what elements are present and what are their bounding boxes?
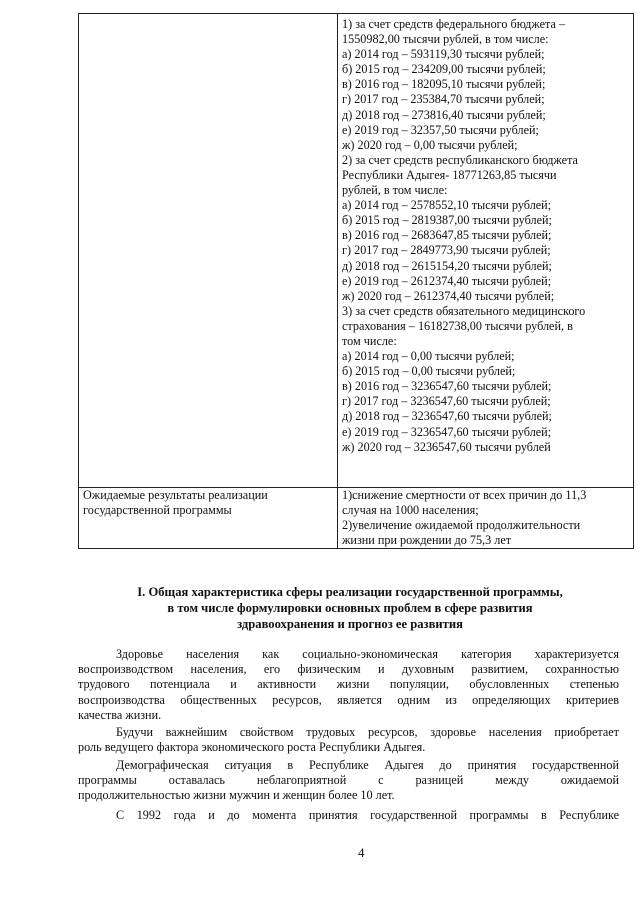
paragraph-line: С 1992 года и до момента принятия государственной программы в Республике (116, 808, 619, 822)
funding-sources-cell (338, 14, 634, 488)
expected-results-label-cell (79, 488, 338, 549)
result-line: 1)снижение смертности от всех причин до 11,3 (342, 488, 587, 502)
label-line: Ожидаемые результаты реализации (83, 488, 268, 502)
funding-line: том числе: (342, 333, 397, 348)
table-cell-empty (79, 14, 338, 488)
funding-line: 1) за счет средств федерального бюджета – (342, 17, 566, 31)
paragraph-line: Здоровье населения как социально-экономическая категория характеризуется (116, 647, 619, 661)
result-line: случая на 1000 населения; (342, 503, 479, 518)
paragraph (78, 647, 619, 723)
funding-line: д) 2018 год – 3236547,60 тысячи рублей; (342, 409, 552, 424)
paragraph-line: программы оставалась неблагоприятной с разницей между ожидаемой (78, 773, 619, 788)
paragraph-line: роль ведущего фактора экономического роста Республики Адыгея. (78, 740, 426, 755)
funding-line: 1550982,00 тысячи рублей, в том числе: (342, 32, 549, 47)
funding-line: б) 2015 год – 0,00 тысячи рублей; (342, 364, 516, 379)
funding-line: 3) за счет средств обязательного медицинского (342, 303, 586, 318)
paragraph-line: качества жизни. (78, 707, 162, 722)
funding-line: в) 2016 год – 3236547,60 тысячи рублей; (342, 379, 552, 394)
paragraph-line: воспроизводства общественных ресурсов, является одним из определяющих критериев (78, 692, 619, 707)
funding-line: б) 2015 год – 234209,00 тысячи рублей; (342, 62, 546, 77)
funding-line: г) 2017 год – 2849773,90 тысячи рублей; (342, 243, 551, 258)
result-line: 2)увеличение ожидаемой продолжительности (342, 518, 581, 533)
paragraph-line: воспроизводством населения, его физическим и духовным развитием, сохранностью (78, 662, 619, 677)
paragraph (78, 758, 619, 804)
section-heading (80, 584, 620, 633)
page-number: 4 (358, 845, 365, 860)
table-row (79, 14, 634, 488)
funding-line: Республики Адыгея- 18771263,85 тысячи (342, 167, 557, 182)
funding-line: а) 2014 год – 2578552,10 тысячи рублей; (342, 198, 552, 213)
paragraph (78, 808, 619, 823)
paragraph-line: Будучи важнейшим свойством трудовых ресурсов, здоровье населения приобретает (116, 725, 619, 739)
label-line: государственной программы (83, 503, 232, 518)
funding-line: страхования – 16182738,00 тысячи рублей, в (342, 318, 573, 333)
funding-line: рублей, в том числе: (342, 183, 448, 198)
funding-line: е) 2019 год – 32357,50 тысячи рублей; (342, 122, 539, 137)
result-line: жизни при рождении до 75,3 лет (342, 533, 512, 548)
funding-line: ж) 2020 год – 2612374,40 тысячи рублей; (342, 288, 555, 303)
funding-line: в) 2016 год – 182095,10 тысячи рублей; (342, 77, 546, 92)
funding-line: ж) 2020 год – 3236547,60 тысячи рублей (342, 439, 551, 454)
heading-line: здравоохранения и прогноз ее развития (237, 617, 463, 632)
funding-line: в) 2016 год – 2683647,85 тысячи рублей; (342, 228, 552, 243)
funding-line: г) 2017 год – 3236547,60 тысячи рублей; (342, 394, 551, 409)
program-passport-table (78, 13, 634, 549)
funding-line: б) 2015 год – 2819387,00 тысячи рублей; (342, 213, 552, 228)
funding-line: 2) за счет средств республиканского бюджета (342, 152, 578, 167)
paragraph-line: трудового потенциала и активности жизни популяции, обусловленных степенью (78, 677, 619, 692)
funding-line: а) 2014 год – 0,00 тысячи рублей; (342, 349, 515, 364)
heading-line: I. Общая характеристика сферы реализации государственной программы, (137, 585, 563, 599)
paragraph (78, 725, 619, 755)
paragraph-line: Демографическая ситуация в Республике Адыгея до принятия государственной (116, 758, 619, 772)
funding-line: д) 2018 год – 2615154,20 тысячи рублей; (342, 258, 552, 273)
funding-line: а) 2014 год – 593119,30 тысячи рублей; (342, 47, 545, 62)
heading-line: в том числе формулировки основных проблем в сфере развития (167, 601, 533, 616)
funding-line: е) 2019 год – 3236547,60 тысячи рублей; (342, 424, 552, 439)
table-row (79, 488, 634, 549)
funding-line: г) 2017 год – 235384,70 тысячи рублей; (342, 92, 545, 107)
funding-line: ж) 2020 год – 0,00 тысячи рублей; (342, 137, 518, 152)
funding-line: е) 2019 год – 2612374,40 тысячи рублей; (342, 273, 552, 288)
funding-line: д) 2018 год – 273816,40 тысячи рублей; (342, 107, 546, 122)
paragraph-line: продолжительностью жизни мужчин и женщин более 10 лет. (78, 788, 395, 803)
expected-results-cell (338, 488, 634, 549)
